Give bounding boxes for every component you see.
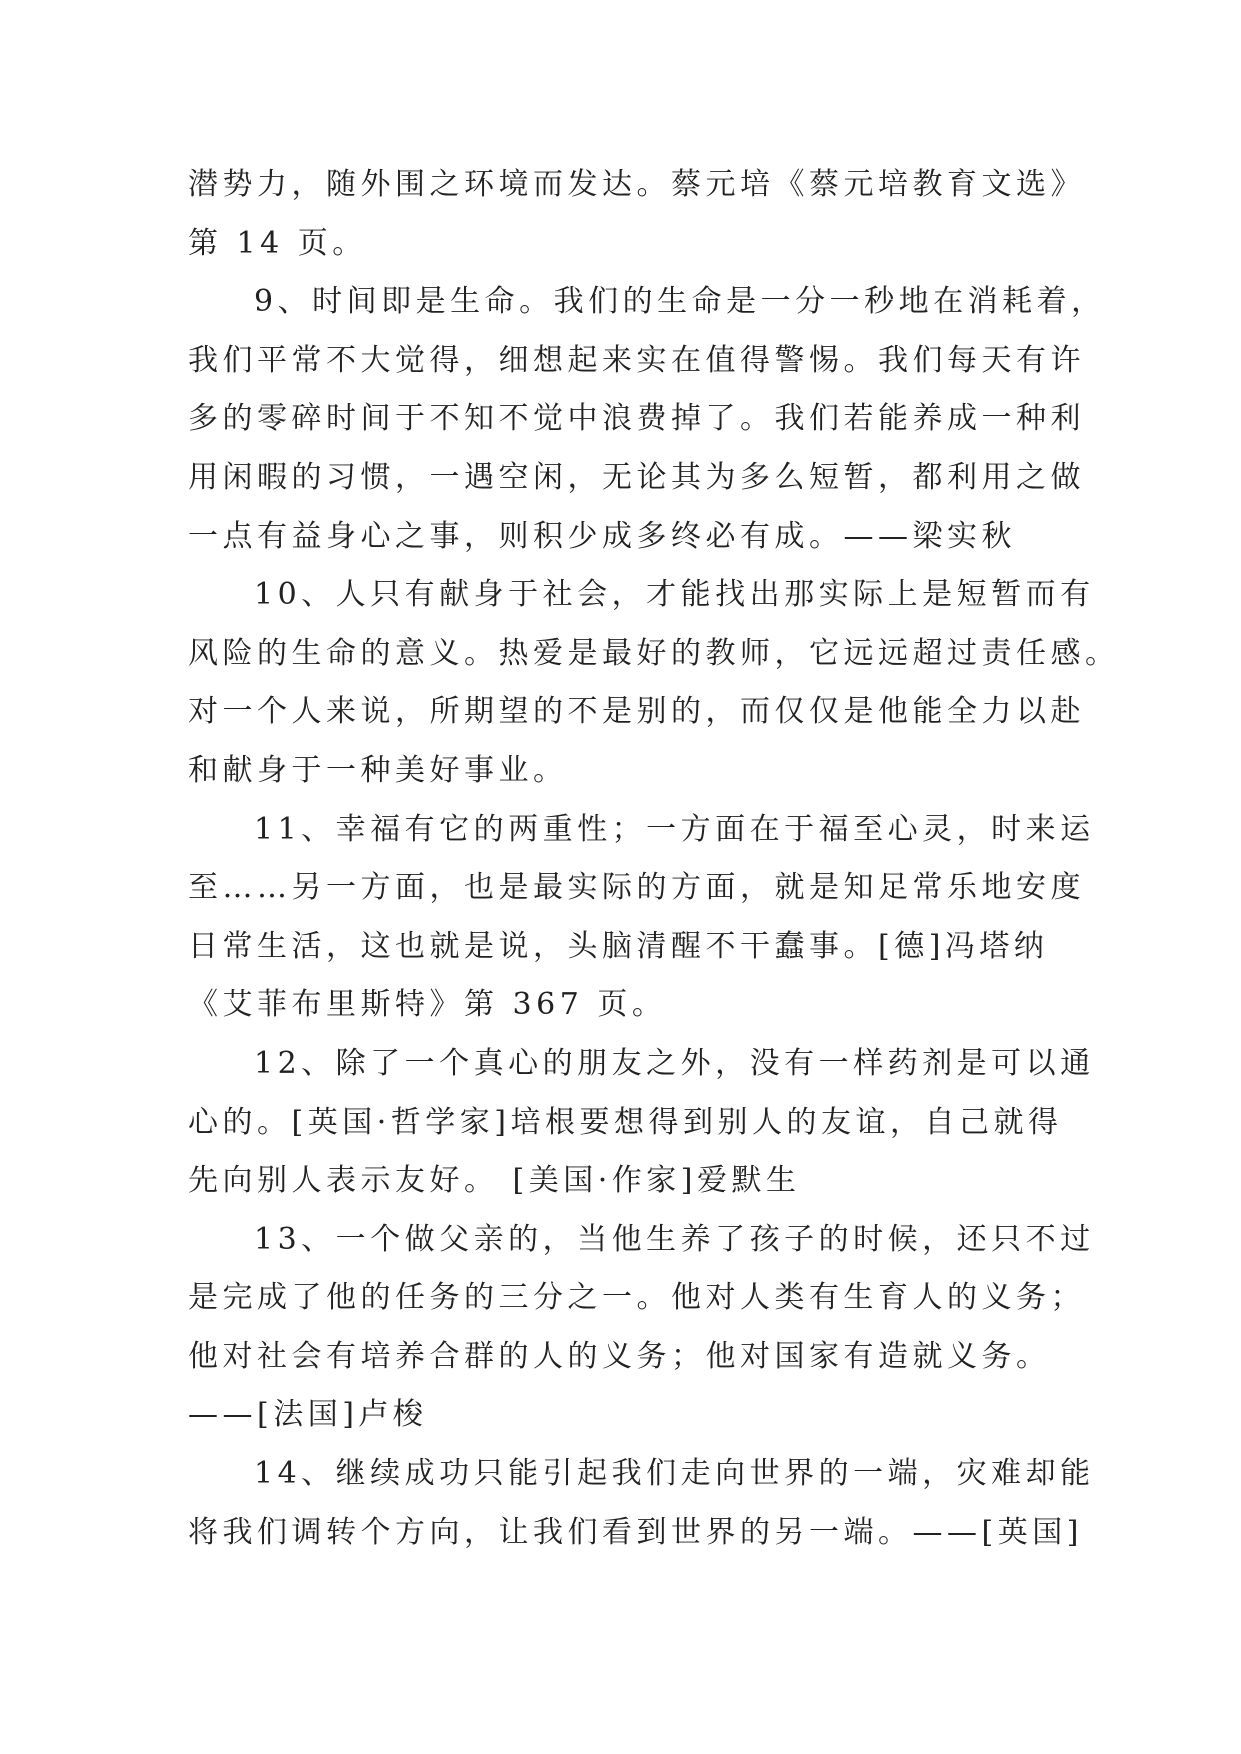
text-line: 至……另一方面，也是最实际的方面，就是知足常乐地安度 [188,870,1085,906]
paragraph-start-line: 13、一个做父亲的，当他生养了孩子的时候，还只不过 [254,1221,1095,1257]
paragraph-start-line: 12、除了一个真心的朋友之外，没有一样药剂是可以通 [254,1045,1095,1081]
text-line: 对一个人来说，所期望的不是别的，而仅仅是他能全力以赴 [188,694,1085,730]
text-line: 第 14 页。 [188,225,367,261]
text-line: 《艾菲布里斯特》第 367 页。 [188,987,667,1023]
text-line: 风险的生命的意义。热爱是最好的教师，它远远超过责任感。 [188,635,1120,671]
paragraph-start-line: 14、继续成功只能引起我们走向世界的一端，灾难却能 [254,1456,1095,1492]
text-line: 心的。[英国·哲学家]培根要想得到别人的友谊，自己就得 [188,1104,1063,1140]
text-line: 我们平常不大觉得，细想起来实在值得警惕。我们每天有许 [188,342,1085,378]
document-body [188,156,1120,1562]
paragraph-start-line: 11、幸福有它的两重性；一方面在于福至心灵，时来运 [254,811,1095,847]
text-line: 用闲暇的习惯，一遇空闲，无论其为多么短暂，都利用之做 [188,459,1085,495]
text-line: 和献身于一种美好事业。 [188,752,568,788]
text-line: 一点有益身心之事，则积少成多终必有成。——梁实秋 [188,518,1016,554]
text-line: 日常生活，这也就是说，头脑清醒不干蠢事。[德]冯塔纳 [188,928,1049,964]
text-line: 将我们调转个方向，让我们看到世界的另一端。——[英国] [188,1514,1083,1550]
text-line: ——[法国]卢梭 [188,1397,428,1433]
text-line: 他对社会有培养合群的人的义务；他对国家有造就义务。 [188,1338,1051,1374]
text-line: 多的零碎时间于不知不觉中浪费掉了。我们若能养成一种利 [188,401,1085,437]
paragraph-start-line: 10、人只有献身于社会，才能找出那实际上是短暂而有 [254,577,1095,613]
text-line: 先向别人表示友好。 [美国·作家]爱默生 [188,1163,801,1199]
text-line: 是完成了他的任务的三分之一。他对人类有生育人的义务； [188,1280,1085,1316]
paragraph-start-line: 9、时间即是生命。我们的生命是一分一秒地在消耗着， [254,284,1106,320]
text-line: 潜势力，随外围之环境而发达。蔡元培《蔡元培教育文选》 [188,167,1085,202]
